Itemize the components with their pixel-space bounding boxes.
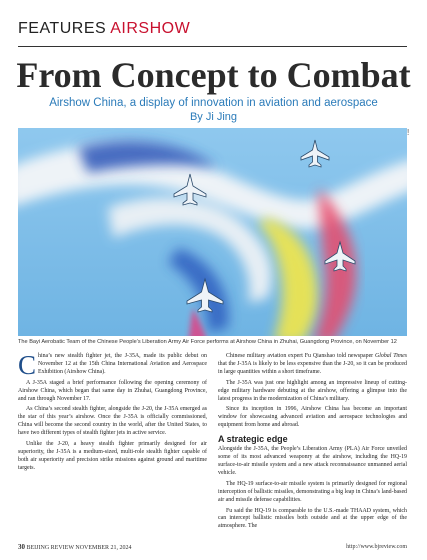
airshow-photo-illustration (18, 128, 410, 336)
section-sublabel: AIRSHOW (110, 20, 191, 37)
section-label: FEATURES (18, 20, 107, 37)
page-footer (18, 543, 407, 552)
article-paragraph: Fu said the HQ-19 is comparable to the U.S.-made THAAD system, which can intercept ballistic missiles both outside and at the upper edge of the atmosphere. The (218, 507, 407, 530)
byline: By Ji Jing (189, 111, 238, 123)
website-link[interactable]: http://www.bjreview.com (346, 544, 407, 550)
article-column-left (18, 350, 207, 476)
section-subheading: A strategic edge (218, 434, 288, 445)
article-paragraph: Since its inception in 1996, Airshow China has become an important window for showcasing advanced aviation and aerospace technologies and equipment from home and abroad. (218, 406, 407, 429)
subhead: Airshow China, a display of innovation in aviation and aerospace (49, 97, 378, 109)
article-paragraph: The HQ-19 surface-to-air missile system is primarily designed for regional interception of ballistic missiles, demonstrating a big leap in China’s land-based air and missile defense capabilities. (218, 480, 407, 503)
publication-name: Global Times (375, 353, 407, 359)
article-paragraph: China’s new stealth fighter jet, the J-35A, made its public debut on November 12 at the 15th China International Aviation and Aerospace Exhibition (Airshow China). (18, 350, 207, 380)
photo-caption: The Bayi Aerobatic Team of the Chinese People’s Liberation Army Air Force performs at Airshow China in Zhuhai, Guangdong Province, on November 12 (18, 339, 397, 345)
section-header (18, 20, 407, 38)
photo-marker: ! (407, 128, 410, 137)
article-paragraph: Alongside the J-35A, the People’s Liberation Army (PLA) Air Force unveiled some of its most advanced weaponry at the airshow, including the HQ-19 surface-to-air missile system and a new attack reconnaissance unmanned aerial vehicle. (218, 446, 407, 476)
publication-line: BEIJING REVIEW NOVEMBER 21, 2024 (26, 545, 132, 551)
article-paragraph: A J-35A staged a brief performance following the opening ceremony of Airshow China, which began that same day in Zhuhai, Guangdong Province, and ran through November 17. (18, 379, 207, 402)
article-column-right (218, 353, 407, 534)
article-paragraph: The J-35A was just one highlight among an impressive lineup of cutting-edge military hardware debuting at the airshow, offering a glimpse into the latest progress in the modernization of China’s military. (218, 379, 407, 402)
drop-cap: C (18, 350, 37, 380)
article-paragraph: As China’s second stealth fighter, alongside the J-20, the J-35A emerged as the star of this year’s airshow. Once the J-35A is officially commissioned, China will become the second country in the world, after the United States, to have two different types of stealth fighter jets in active service. (18, 406, 207, 437)
article-paragraph: Unlike the J-20, a heavy stealth fighter primarily designed for air superiority, the J-35A is a medium-sized, multi-role stealth fighter capable of both air superiority and precision strike missions against ground and maritime targets. (18, 441, 207, 471)
hero-photo (18, 128, 410, 336)
header-rule (18, 46, 407, 47)
page-number: 30 (18, 543, 25, 551)
headline: From Concept to Combat (16, 55, 411, 95)
article-paragraph: Chinese military aviation expert Fu Qianshao told newspaper Global Times that the J-35A is likely to be less expensive than the J-20, so it can be produced in large quantities within a short timeframe. (218, 353, 407, 375)
